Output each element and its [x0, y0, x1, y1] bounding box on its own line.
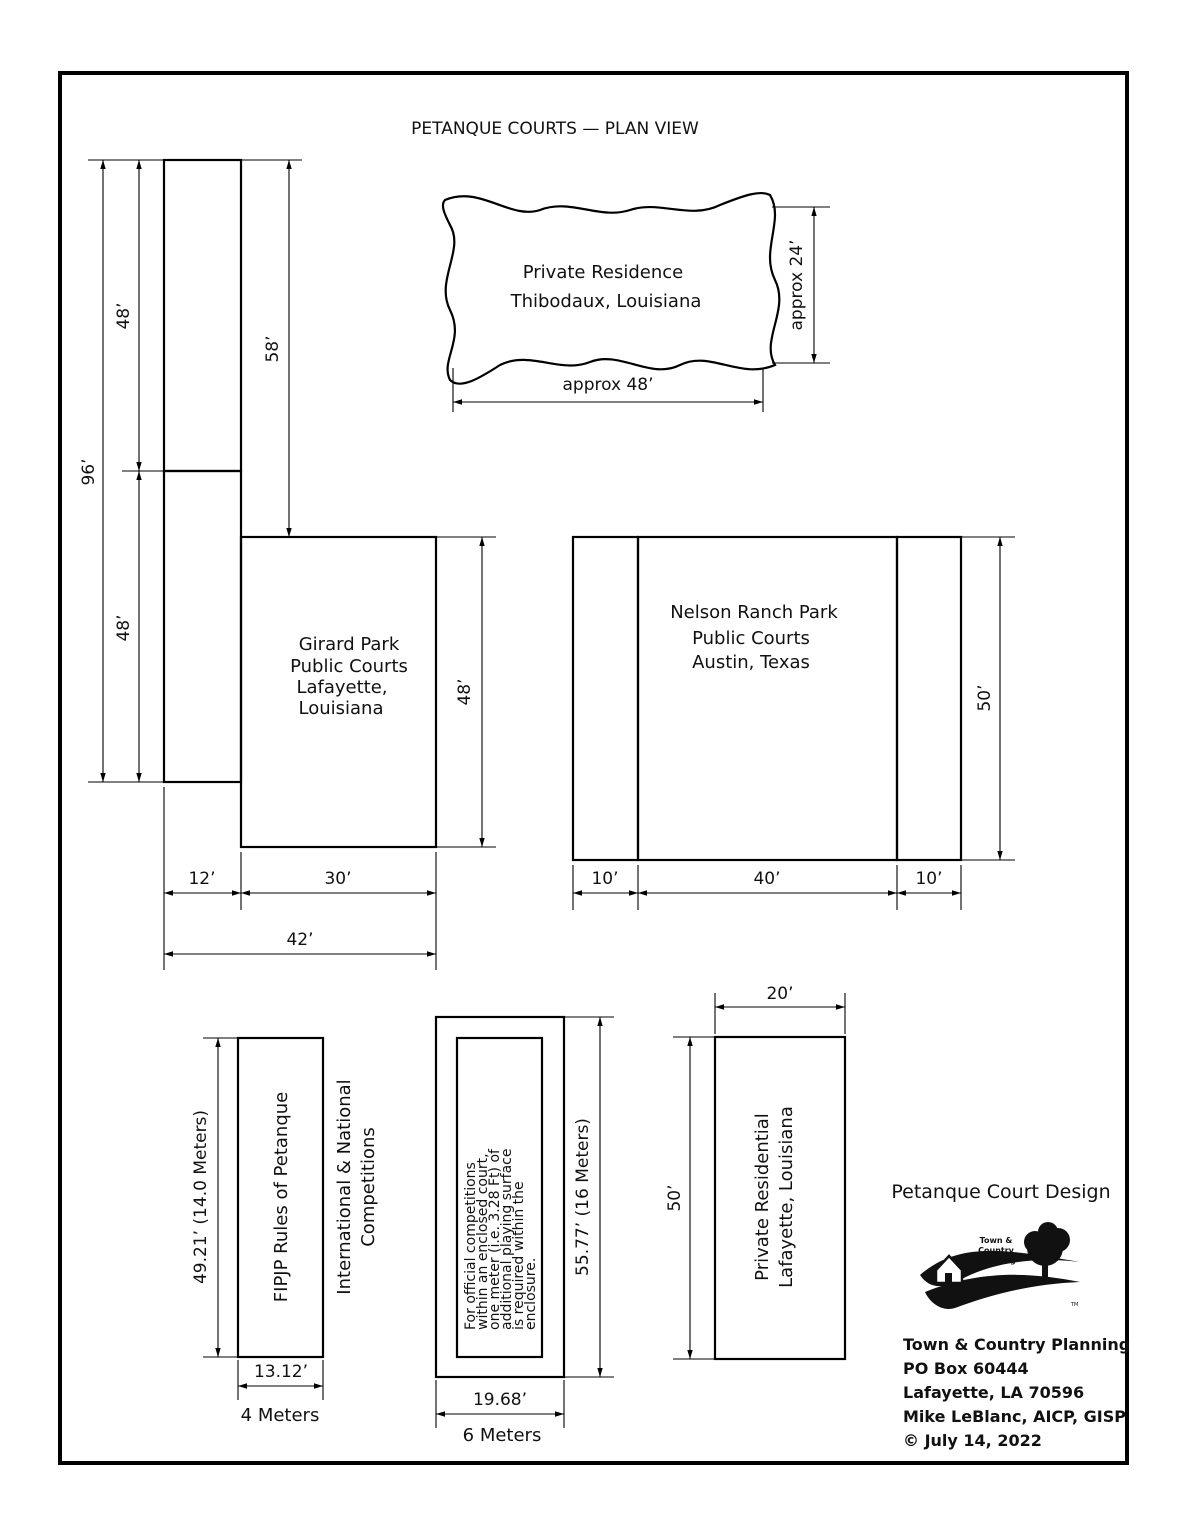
title-block-line-4: Mike LeBlanc, AICP, GISP: [903, 1407, 1126, 1426]
nelson-center-court: [638, 537, 897, 860]
fipjp-side-line-2: Competitions: [358, 1127, 379, 1247]
logo-house-door: [945, 1273, 952, 1283]
girard-label-4: Louisiana: [298, 698, 384, 719]
logo-tm: TM: [1071, 1302, 1079, 1308]
official-height-dim: 55.77’ (16 Meters): [573, 1118, 593, 1276]
title-block-line-3: Lafayette, LA 70596: [903, 1383, 1085, 1402]
private-residential-width-dim: 20’: [766, 984, 794, 1004]
girard-label-1: Girard Park: [298, 634, 400, 655]
nelson-10-left-dim: 10’: [591, 869, 619, 889]
girard-58-dim: 58’: [263, 335, 283, 363]
logo-text-3: Planning: [976, 1256, 1016, 1265]
private-residential-court: [665, 984, 845, 1359]
private-residential-label-1: Private Residential: [752, 1113, 773, 1281]
official-note-line-3: one meter (i.e. 3.28 Ft) of: [487, 1149, 503, 1330]
official-note: [463, 1148, 539, 1330]
nelson-left-court: [573, 537, 638, 860]
title-block-line-1: Town & Country Planning: [903, 1335, 1131, 1354]
fipjp-height-dim: 49.21’ (14.0 Meters): [191, 1109, 211, 1285]
nelson-right-court: [897, 537, 961, 860]
private-residence-label-1: Private Residence: [522, 262, 684, 283]
fipjp-court: [191, 1038, 379, 1426]
girard-label-3: Lafayette,: [296, 677, 388, 698]
nelson-label-1: Nelson Ranch Park: [670, 602, 838, 623]
girard-30-dim: 30’: [324, 869, 352, 889]
nelson-ranch-court: [573, 537, 1015, 910]
title-block-line-2: PO Box 60444: [903, 1359, 1029, 1378]
girard-48-lower-dim: 48’: [114, 614, 134, 642]
private-residence-label-2: Thibodaux, Louisiana: [510, 291, 702, 312]
nelson-40-dim: 40’: [753, 869, 781, 889]
nelson-label-3: Austin, Texas: [692, 652, 810, 673]
private-residence-width-dim: approx 48’: [562, 375, 654, 395]
girard-12-dim: 12’: [188, 869, 216, 889]
girard-48-right-dim: 48’: [455, 678, 475, 706]
company-logo: [920, 1222, 1080, 1309]
girard-96-dim: 96’: [79, 458, 99, 486]
official-note-line-2: within an enclosed court,: [475, 1153, 491, 1330]
title-block-line-5: © July 14, 2022: [903, 1431, 1042, 1450]
official-note-line-1: For official competitions: [463, 1162, 479, 1330]
official-note-line-4: additional playing surface: [499, 1148, 515, 1330]
fipjp-side-line-1: International & National: [334, 1079, 355, 1295]
official-note-line-5: is required within the: [511, 1181, 527, 1330]
girard-tall-court-upper: [164, 160, 241, 471]
girard-park-court: [79, 160, 496, 970]
nelson-10-right-dim: 10’: [915, 869, 943, 889]
girard-label-2: Public Courts: [290, 656, 408, 677]
fipjp-width-dim: 13.12’: [253, 1362, 309, 1382]
private-residential-height-dim: 50’: [665, 1184, 685, 1212]
title-block-heading: Petanque Court Design: [891, 1181, 1111, 1203]
fipjp-meters: 4 Meters: [240, 1405, 320, 1426]
nelson-label-2: Public Courts: [692, 628, 810, 649]
private-residential-label-2: Lafayette, Louisiana: [776, 1106, 797, 1288]
fipjp-label: FIPJP Rules of Petanque: [271, 1091, 292, 1303]
private-residence-outline: [443, 193, 779, 384]
girard-42-dim: 42’: [286, 930, 314, 950]
official-note-line-6: enclosure.: [523, 1257, 539, 1330]
logo-text-2: Country: [978, 1246, 1014, 1255]
private-residence-height-dim: approx 24’: [787, 239, 807, 331]
logo-text-1: Town &: [979, 1236, 1013, 1245]
official-width-dim: 19.68’: [472, 1390, 528, 1410]
nelson-50-dim: 50’: [975, 684, 995, 712]
official-meters: 6 Meters: [462, 1425, 542, 1446]
official-court: [436, 1017, 614, 1446]
title-block: [891, 1181, 1130, 1450]
page-title: PETANQUE COURTS — PLAN VIEW: [411, 119, 699, 139]
private-residence-court: [443, 193, 830, 412]
girard-tall-court-lower: [164, 471, 241, 782]
girard-48-upper-dim: 48’: [114, 302, 134, 330]
